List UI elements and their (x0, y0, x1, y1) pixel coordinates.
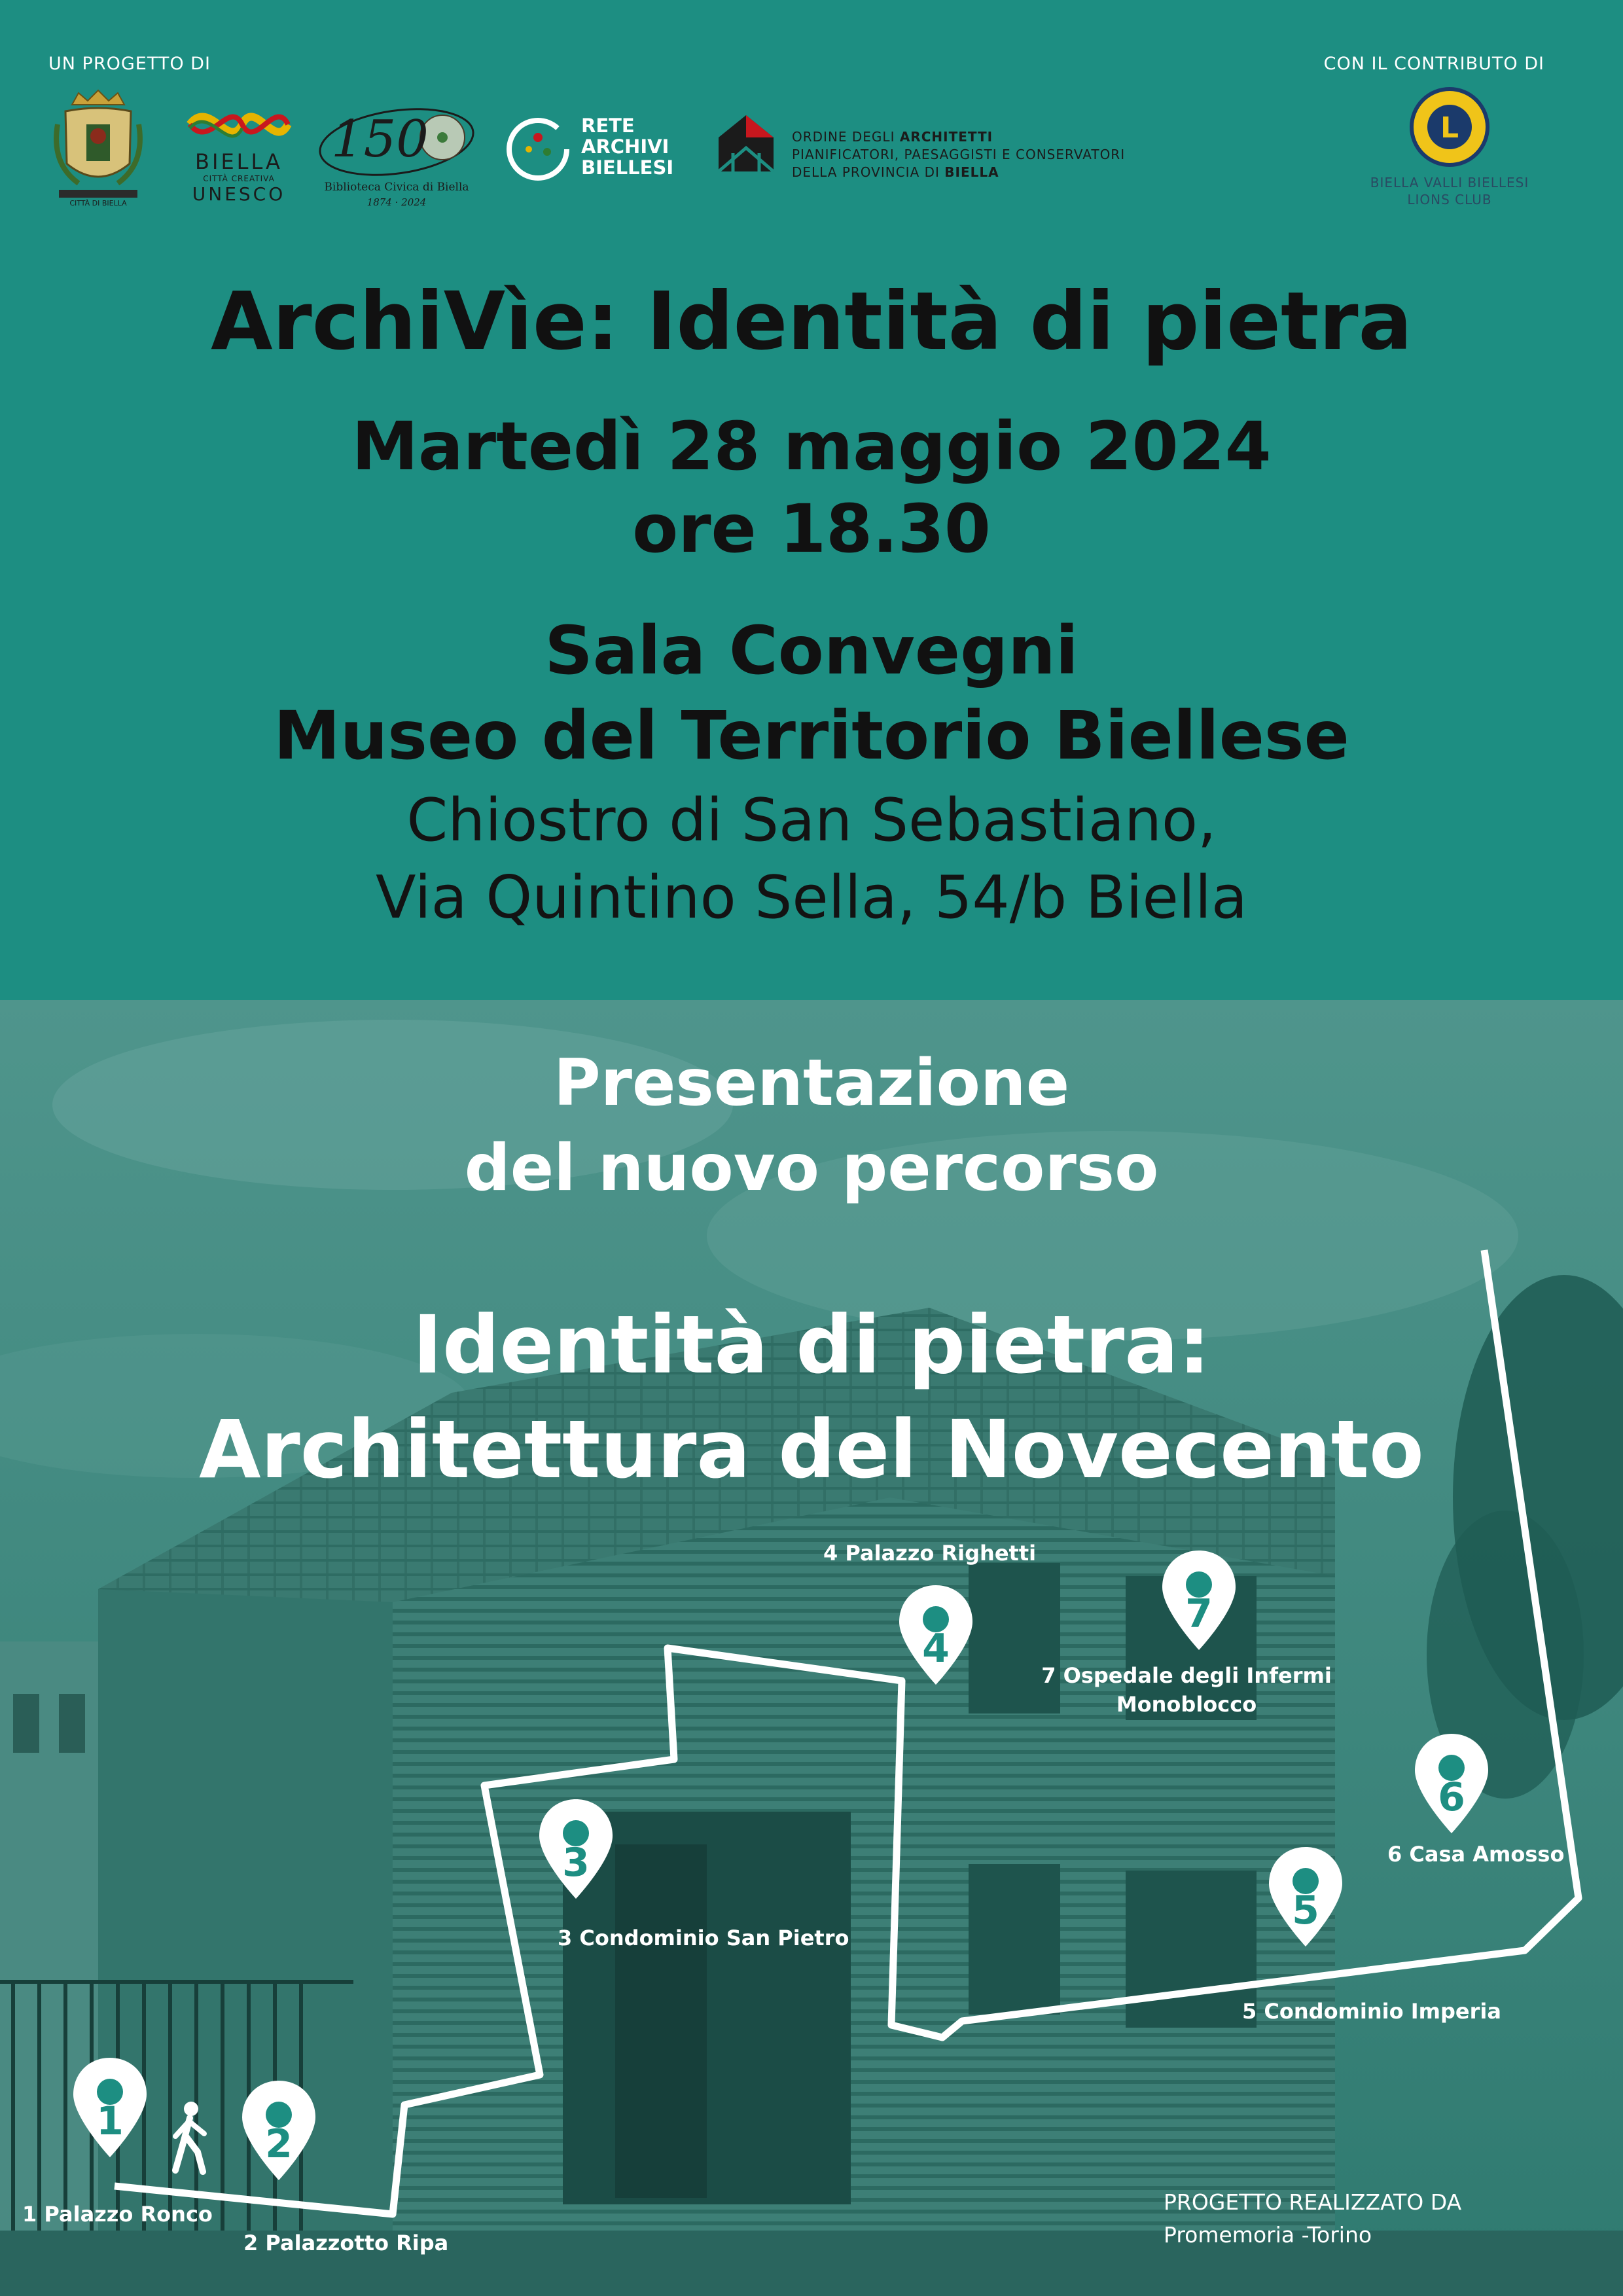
presentation-line1: Presentazione (553, 1046, 1070, 1121)
presentation-line2: del nuovo percorso (464, 1131, 1159, 1206)
map-pin-2 (240, 2078, 318, 2183)
map-pin-6 (1412, 1731, 1491, 1836)
ordine-line3-bold: BIELLA (944, 164, 999, 180)
route-title-line1: Identità di pietra: (412, 1299, 1211, 1391)
stop-label-5: 5 Condominio Imperia (1242, 1999, 1501, 2024)
event-title: ArchiVìe: Identità di pietra (211, 275, 1412, 368)
header-band (0, 0, 1623, 1000)
map-pin-3 (537, 1797, 615, 1901)
stop-label-6: 6 Casa Amosso (1387, 1842, 1565, 1867)
library-years: 1874 · 2024 (366, 196, 427, 208)
library-name: Biblioteca Civica di Biella (324, 181, 469, 194)
stop-label-7 (1039, 1661, 1334, 1719)
pin-number: 6 (1438, 1774, 1465, 1820)
stop-label-7-line1: 7 Ospedale degli Infermi (1041, 1663, 1332, 1688)
city-crest-logo (46, 85, 151, 209)
library-150-logo (312, 106, 482, 211)
ordine-line1-pre: ORDINE DEGLI (792, 129, 900, 145)
contribution-label: CON IL CONTRIBUTO DI (1323, 54, 1544, 74)
presentation-heading (0, 1041, 1623, 1211)
event-time: ore 18.30 (632, 490, 991, 568)
lions-club-logo (1355, 85, 1544, 216)
address-line1: Chiostro di San Sebastiano, (406, 786, 1217, 855)
event-address (0, 782, 1623, 937)
pin-number: 7 (1185, 1591, 1213, 1637)
pin-number: 2 (265, 2121, 293, 2167)
lions-line2: LIONS CLUB (1407, 192, 1492, 207)
pin-number: 5 (1292, 1888, 1319, 1933)
route-title-line2: Architettura del Novecento (199, 1403, 1424, 1496)
unesco-line1: BIELLA (195, 149, 283, 174)
rete-archivi-logo (504, 111, 694, 190)
project-label: UN PROGETTO DI (48, 54, 211, 74)
ordine-line3-pre: DELLA PROVINCIA DI (792, 164, 945, 180)
stop-label-4: 4 Palazzo Righetti (823, 1541, 1037, 1566)
map-pin-5 (1266, 1844, 1345, 1949)
unesco-line3: UNESCO (192, 183, 286, 205)
pin-number: 3 (562, 1840, 590, 1886)
footer-credit (1164, 2186, 1461, 2251)
event-datetime (0, 406, 1623, 571)
address-line2: Via Quintino Sella, 54/b Biella (375, 863, 1248, 932)
walking-person-icon (164, 2100, 216, 2178)
map-pin-1 (71, 2055, 149, 2160)
pin-number: 1 (96, 2098, 124, 2144)
stop-label-7-line2: Monoblocco (1116, 1692, 1257, 1717)
route-title (0, 1293, 1623, 1502)
lions-line1: BIELLA VALLI BIELLESI (1370, 175, 1529, 190)
rete-line1: RETE (581, 115, 635, 137)
pin-number: 4 (922, 1626, 950, 1672)
venue-line1: Sala Convegni (544, 612, 1079, 690)
stop-label-1: 1 Palazzo Ronco (22, 2202, 213, 2227)
unesco-line2: CITTÀ CREATIVA (203, 174, 275, 183)
rete-line3: BIELLESI (581, 156, 674, 179)
stop-label-3: 3 Condominio San Pietro (558, 1926, 849, 1950)
stop-label-2: 2 Palazzotto Ripa (243, 2231, 449, 2255)
venue-line2: Museo del Territorio Biellese (274, 697, 1349, 775)
svg-text:L: L (1440, 111, 1459, 145)
city-caption: CITTÀ DI BIELLA (69, 199, 127, 207)
footer-line2: Promemoria -Torino (1164, 2222, 1372, 2248)
footer-line1: PROGETTO REALIZZATO DA (1164, 2189, 1462, 2215)
ordine-line1-bold: ARCHITETTI (899, 129, 993, 145)
map-pin-7 (1160, 1548, 1238, 1653)
event-date: Martedì 28 maggio 2024 (351, 408, 1272, 486)
unesco-creative-city-logo (183, 98, 294, 209)
map-pin-4 (897, 1583, 975, 1687)
rete-line2: ARCHIVI (581, 135, 669, 158)
ordine-architetti-logo (713, 111, 1139, 190)
ordine-line2: PIANIFICATORI, PAESAGGISTI E CONSERVATORI (792, 147, 1126, 162)
library-mark: 150 (331, 110, 429, 169)
event-venue (0, 609, 1623, 779)
